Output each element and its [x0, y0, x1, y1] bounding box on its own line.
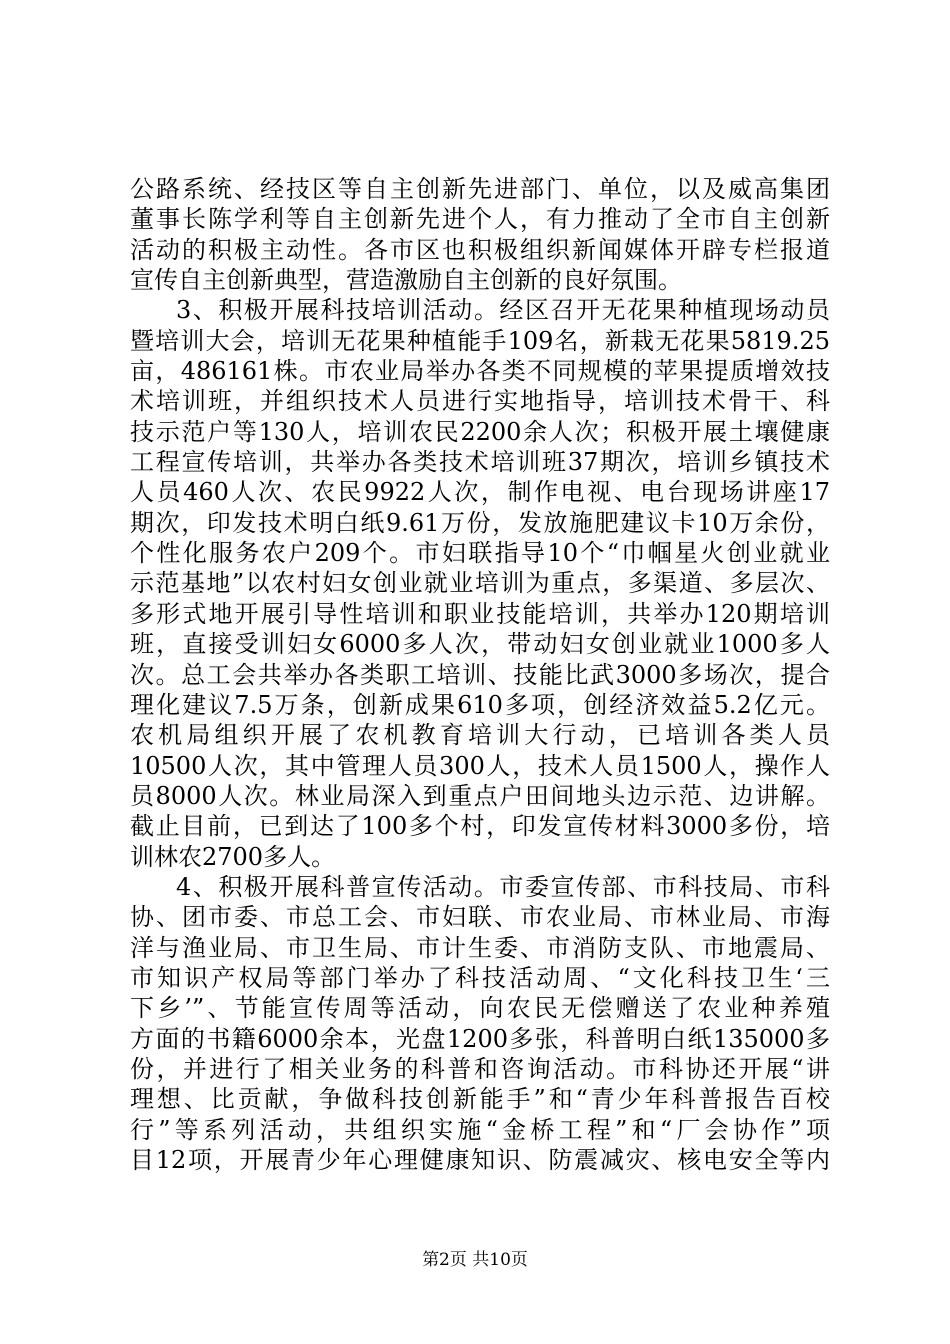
- text-line: 亩，486161株。市农业局举办各类不同规模的苹果提质增效技: [130, 357, 830, 386]
- text-line: 截止目前，已到达了100多个村，印发宣传材料3000多份，培: [130, 812, 830, 841]
- text-line: 10500人次，其中管理人员300人，技术人员1500人，操作人: [130, 751, 830, 780]
- text-line: 次。总工会共举办各类职工培训、技能比武3000多场次，提合: [130, 660, 830, 689]
- text-line: 市知识产权局等部门举办了科技活动周、“文化科技卫生‘三: [130, 963, 830, 992]
- text-line: 农机局组织开展了农机教育培训大行动，已培训各类人员: [130, 721, 830, 750]
- text-line: 理想、比贡献，争做科技创新能手”和“青少年科普报告百校: [130, 1085, 830, 1114]
- page-number-footer: 第2页 共10页: [422, 1250, 528, 1270]
- text-line: 方面的书籍6000余本，光盘1200多张，科普明白纸135000多: [130, 1024, 830, 1053]
- text-line: 份，并进行了相关业务的科普和咨询活动。市科协还开展“讲: [130, 1054, 830, 1083]
- text-line: 员8000人次。林业局深入到重点户田间地头边示范、边讲解。: [130, 781, 830, 810]
- text-line: 期次，印发技术明白纸9.61万份，发放施肥建议卡10万余份，: [130, 508, 830, 537]
- text-line: 活动的积极主动性。各市区也积极组织新闻媒体开辟专栏报道: [130, 235, 830, 264]
- text-line: 班，直接受训妇女6000多人次，带动妇女创业就业1000多人: [130, 630, 830, 659]
- text-line: 目12项，开展青少年心理健康知识、防震减灾、核电安全等内: [130, 1146, 830, 1174]
- text-line: 暨培训大会，培训无花果种植能手109名，新栽无花果5819.25: [130, 326, 830, 355]
- text-line: 技示范户等130人，培训农民2200余人次；积极开展土壤健康: [130, 417, 830, 446]
- text-line: 协、团市委、市总工会、市妇联、市农业局、市林业局、市海: [130, 903, 830, 932]
- text-line: 训林农2700多人。: [130, 842, 336, 871]
- body-text: [130, 174, 830, 1175]
- text-line: 术培训班，并组织技术人员进行实地指导，培训技术骨干、科: [130, 387, 830, 416]
- text-line: 理化建议7.5万条，创新成果610多项，创经济效益5.2亿元。: [130, 690, 830, 719]
- text-line: 工程宣传培训，共举办各类技术培训班37期次，培训乡镇技术: [130, 448, 830, 477]
- text-line: 董事长陈学利等自主创新先进个人，有力推动了全市自主创新: [130, 205, 830, 234]
- text-line: 3、积极开展科技培训活动。经区召开无花果种植现场动员: [176, 296, 830, 325]
- text-line: 个性化服务农户209个。市妇联指导10个“巾帼星火创业就业: [130, 539, 830, 568]
- text-line: 宣传自主创新典型，营造激励自主创新的良好氛围。: [130, 266, 682, 295]
- text-line: 公路系统、经技区等自主创新先进部门、单位，以及威高集团: [130, 175, 830, 203]
- text-line: 多形式地开展引导性培训和职业技能培训，共举办120期培训: [130, 599, 830, 628]
- text-line: 示范基地”以农村妇女创业就业培训为重点，多渠道、多层次、: [130, 569, 830, 598]
- text-line: 4、积极开展科普宣传活动。市委宣传部、市科技局、市科: [176, 872, 830, 901]
- text-line: 行”等系列活动，共组织实施“金桥工程”和“厂会协作”项: [130, 1115, 830, 1144]
- text-line: 下乡’”、节能宣传周等活动，向农民无偿赠送了农业种养殖: [130, 994, 830, 1023]
- text-line: 人员460人次、农民9922人次，制作电视、电台现场讲座17: [130, 478, 830, 507]
- text-line: 洋与渔业局、市卫生局、市计生委、市消防支队、市地震局、: [130, 933, 830, 962]
